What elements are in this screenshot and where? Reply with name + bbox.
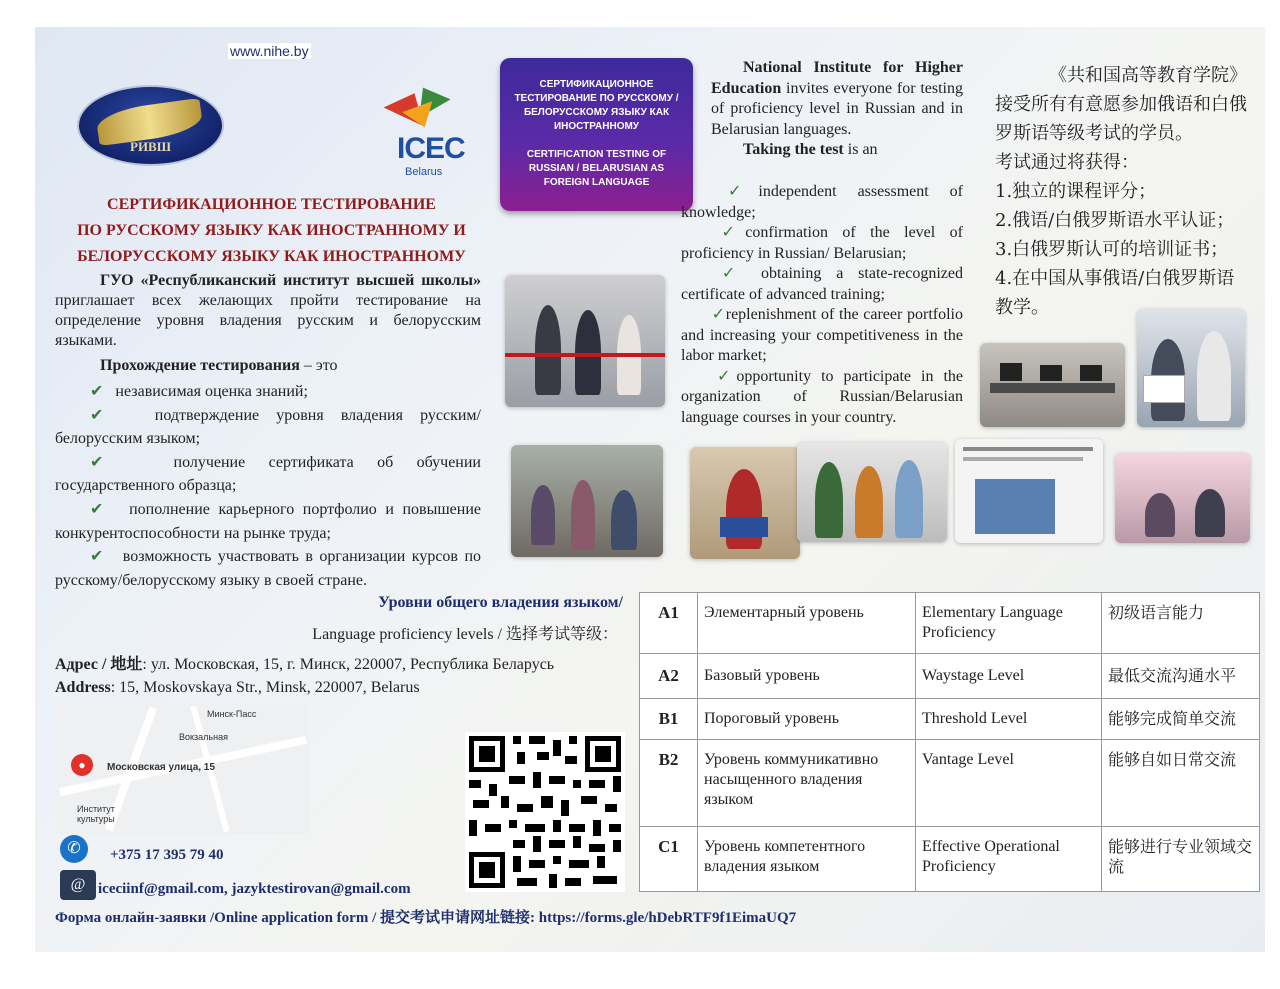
- form-label: Форма онлайн-заявки /Online application form / 提交考试申请网址链接:: [55, 910, 539, 926]
- zh-line: 3.白俄罗斯认可的培训证书；: [995, 239, 1229, 260]
- map-inst-label: Институт культуры: [77, 804, 115, 824]
- photo-computer-lab: [980, 343, 1125, 427]
- table-row: C1 Уровень компетентного владения языком Effective Operational Proficiency 能够进行专业领域交流: [640, 827, 1260, 892]
- address-label: Адрес / 地址: [55, 656, 143, 673]
- list-item: ✓ obtaining a state-recognized certificate of advanced training;: [681, 265, 963, 303]
- zh-line: 接受所有有意愿参加俄语和白俄罗斯语等级考试的学员。: [995, 94, 1247, 144]
- zh-title: 《共和国高等教育学院》: [1049, 65, 1247, 86]
- en-intro-bold: National Institute for Higher Education: [711, 59, 963, 97]
- certification-banner: [500, 58, 693, 211]
- list-item: ✔ пополнение карьерного портфолио и повышение конкурентоспособности на рынке труда;: [55, 500, 482, 542]
- check-icon: ✓: [711, 224, 746, 241]
- icec-logo: [375, 82, 465, 182]
- photo-social-post: [955, 439, 1103, 543]
- ru-title-line2: ПО РУССКОМУ ЯЗЫКУ КАК ИНОСТРАННОМУ И: [77, 222, 466, 239]
- table-row: A2 Базовый уровень Waystage Level 最低交流沟通水平: [640, 654, 1260, 699]
- email-icon: @: [60, 870, 96, 900]
- map-pin-icon: ●: [71, 754, 93, 776]
- ru-benefit-list: [55, 380, 481, 592]
- check-icon: ✔: [90, 453, 104, 471]
- banner-en: CERTIFICATION TESTING OF RUSSIAN / BELARUSIAN AS FOREIGN LANGUAGE: [526, 149, 667, 188]
- en-intro: [711, 58, 963, 161]
- application-form-line: [55, 906, 796, 927]
- levels-table: [639, 592, 1260, 892]
- email-addresses[interactable]: iceciinf@gmail.com, jazyktestirovan@gmail.com: [98, 881, 411, 897]
- qr-code-icon: [465, 732, 625, 892]
- banner-ru: СЕРТИФИКАЦИОННОЕ ТЕСТИРОВАНИЕ ПО РУССКОМУ / БЕЛОРУССКОМУ ЯЗЫКУ КАК ИНОСТРАННОМУ: [514, 79, 679, 132]
- list-item: ✓independent assessment of knowledge;: [681, 183, 963, 221]
- ru-title: [55, 192, 488, 270]
- zh-line: 4.在中国从事俄语/白俄罗斯语教学。: [995, 268, 1235, 318]
- address-en-label: Address: [55, 679, 111, 696]
- photo-group-certificates: [797, 442, 947, 542]
- table-row: B1 Пороговый уровень Threshold Level 能够完成简单交流: [640, 699, 1260, 740]
- map-metro-label: Минск-Пасс: [207, 709, 257, 719]
- location-map[interactable]: [57, 704, 309, 834]
- list-item: ✔ возможность участвовать в организации курсов по русскому/белорусскому языку в своей стране.: [55, 548, 481, 589]
- zh-line: 1.独立的课程评分；: [995, 181, 1157, 202]
- check-icon: ✔: [90, 548, 104, 566]
- list-item: ✓confirmation of the level of proficiency in Russian/ Belarusian;: [681, 224, 964, 262]
- photo-classroom: [511, 445, 663, 557]
- address-block: [55, 653, 635, 699]
- list-item: ✔ получение сертификата об обучении государственного образца;: [55, 453, 481, 495]
- ru-intro-rest: приглашает всех желающих пройти тестирование на определение уровня владения русским и белорусским языками.: [55, 292, 481, 349]
- photo-ribbon-cutting: [505, 275, 665, 407]
- list-item: ✓replenishment of the career portfolio and increasing your competitiveness in the labor market;: [681, 306, 963, 364]
- en-benefit-list: [681, 182, 963, 428]
- rivsh-logo: [77, 85, 224, 166]
- ru-intro-bold: ГУО «Республиканский институт высшей школы»: [100, 272, 481, 289]
- photo-exam-room: [1115, 453, 1250, 543]
- icec-name: ICEC: [397, 132, 465, 165]
- table-row: B2 Уровень коммуникативно насыщенного владения языком Vantage Level 能够自如日常交流: [640, 740, 1260, 827]
- check-icon: ✓: [711, 367, 737, 385]
- website-url[interactable]: www.nihe.by: [230, 43, 309, 59]
- check-icon: ✓: [711, 265, 747, 282]
- check-icon: ✓: [711, 306, 726, 323]
- address-en-text: : 15, Moskovskaya Str., Minsk, 220007, Belarus: [110, 679, 420, 696]
- ru-sub-rest: – это: [299, 357, 338, 374]
- ru-title-line1: СЕРТИФИКАЦИОННОЕ ТЕСТИРОВАНИЕ: [107, 196, 436, 213]
- check-icon: ✔: [90, 383, 104, 400]
- table-row: A1 Элементарный уровень Elementary Language Proficiency 初级语言能力: [640, 593, 1260, 654]
- en-sub-bold: Taking the test: [743, 141, 844, 158]
- ru-sub-bold: Прохождение тестирования: [100, 357, 300, 374]
- qr-code[interactable]: [465, 732, 625, 892]
- levels-subheading: Language proficiency levels / 选择考试等级：: [312, 626, 618, 643]
- rivsh-logo-text: РИВШ: [130, 139, 171, 154]
- zh-block: [995, 61, 1247, 322]
- en-sub-rest: is an: [843, 141, 878, 158]
- photo-two-students: [1137, 309, 1245, 427]
- address-text: : ул. Московская, 15, г. Минск, 220007, Республика Беларусь: [142, 656, 555, 673]
- ru-intro: [55, 271, 481, 351]
- list-item: ✓opportunity to participate in the organization of Russian/Belarusian language courses in your country.: [681, 367, 964, 426]
- phone-number[interactable]: +375 17 395 79 40: [110, 847, 224, 863]
- phone-icon: ✆: [60, 835, 88, 863]
- form-link[interactable]: https://forms.gle/hDebRTF9f1EimaUQ7: [538, 910, 797, 926]
- check-icon: ✔: [90, 406, 104, 424]
- zh-line: 2.俄语/白俄罗斯语水平认证；: [995, 210, 1235, 231]
- brochure-sheet: [35, 27, 1265, 952]
- check-icon: ✔: [90, 500, 104, 518]
- ru-subheading: [100, 357, 338, 375]
- list-item: ✔ подтверждение уровня владения русским/ белорусским языком;: [55, 406, 481, 448]
- check-icon: ✓: [711, 183, 759, 200]
- ru-title-line3: БЕЛОРУССКОМУ ЯЗЫКУ КАК ИНОСТРАННОМУ: [77, 248, 466, 265]
- list-item: ✔ независимая оценка знаний;: [90, 383, 308, 400]
- zh-line: 考试通过将获得：: [995, 152, 1139, 173]
- levels-heading: Уровни общего владения языком/: [378, 594, 623, 611]
- map-street-label: Московская улица, 15: [107, 762, 215, 773]
- icec-sub: Belarus: [405, 166, 443, 178]
- en-intro-rest: invites everyone for testing of proficiency level in Russian and in Belarusian languages.: [711, 79, 963, 138]
- map-station-label: Вокзальная: [179, 732, 228, 742]
- photo-certificate-student: [690, 447, 800, 559]
